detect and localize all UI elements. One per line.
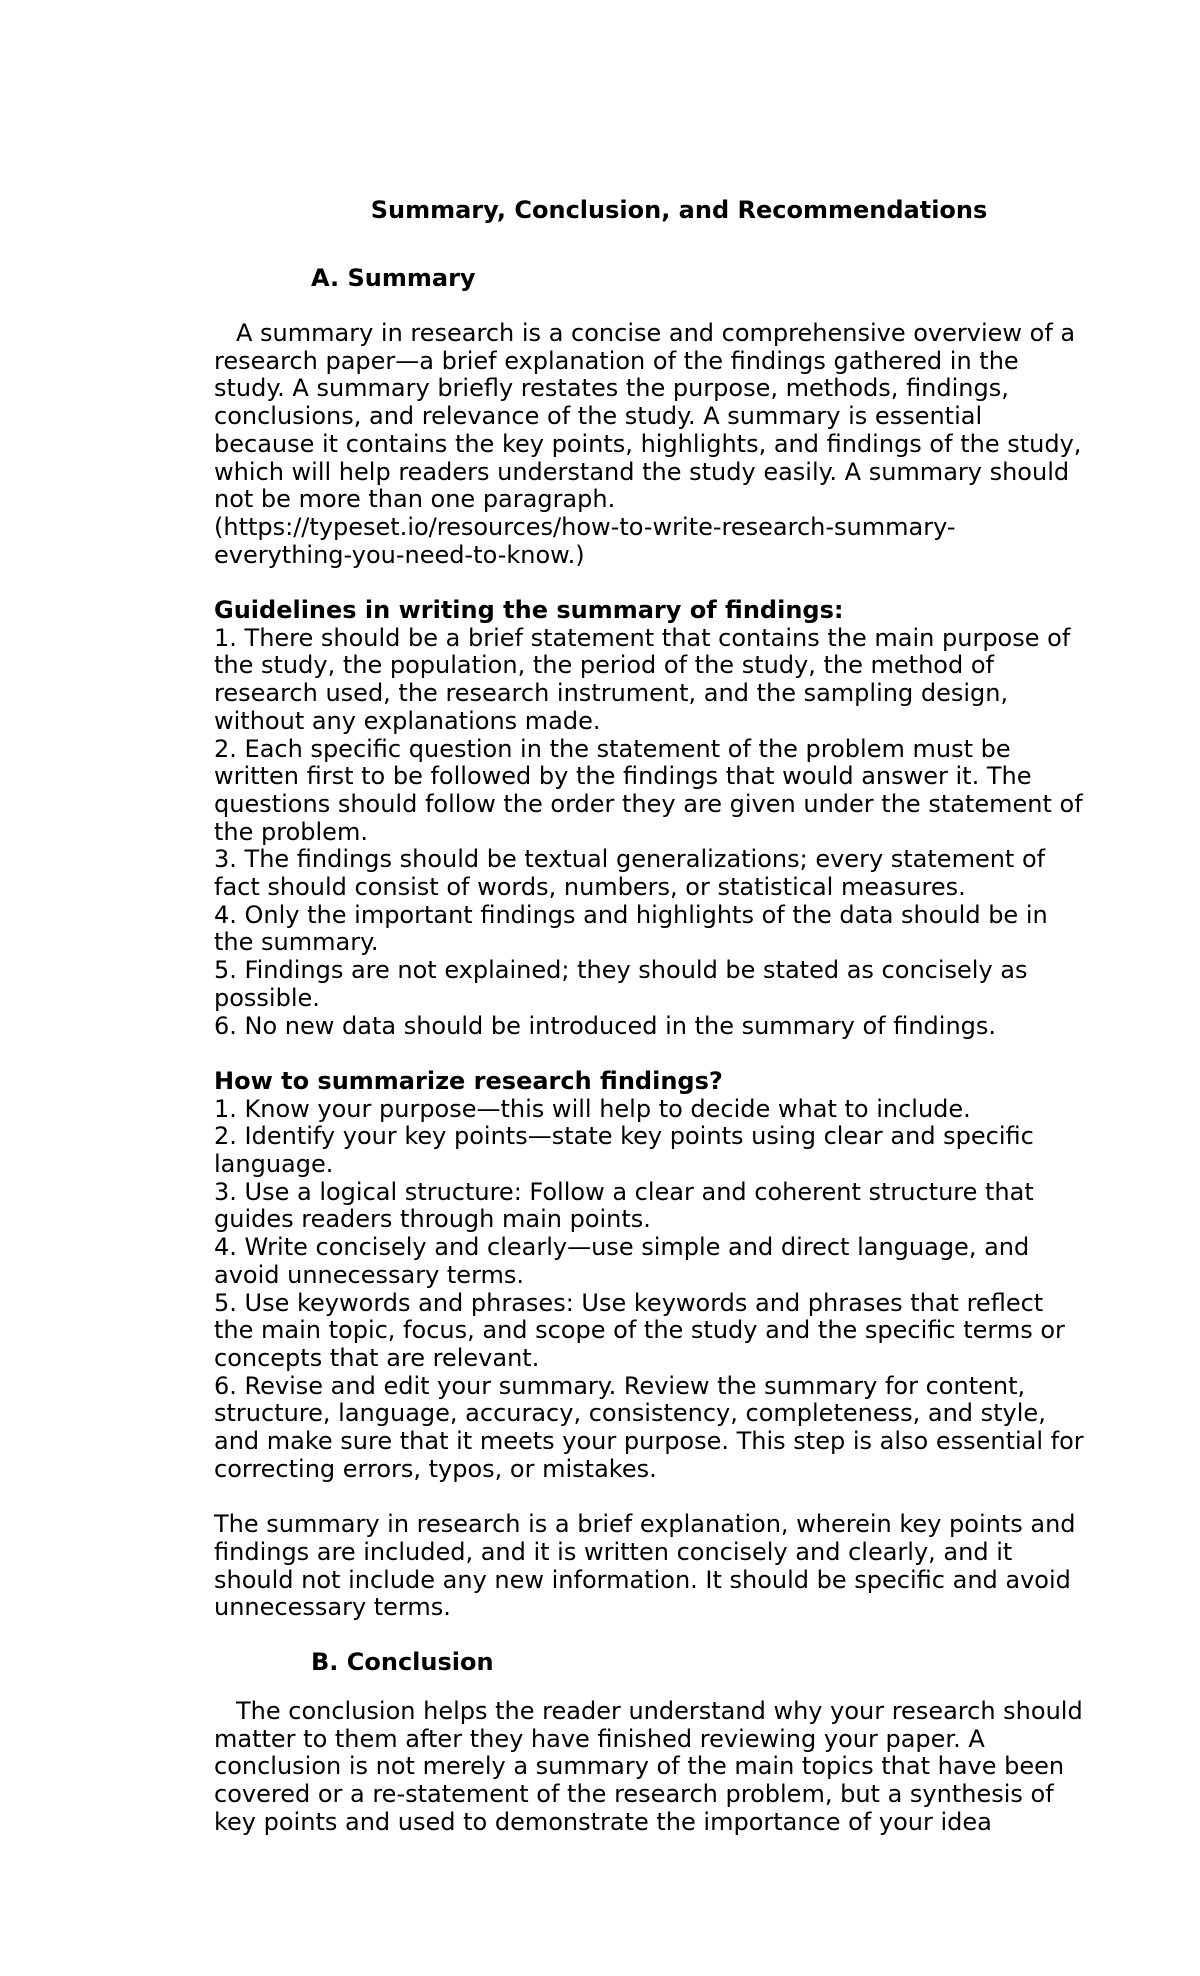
guidelines-heading: Guidelines in writing the summary of findings: bbox=[214, 596, 844, 625]
section-heading-summary: A. Summary bbox=[311, 264, 476, 292]
howto-item: 6. Revise and edit your summary. Review the summary for content, structure, language, accuracy, consistency, completeness, and style, and make sure that it meets your purpose. This step is also essential for correcting errors, typos, or mistakes. bbox=[214, 1371, 1084, 1483]
guideline-item: 5. Findings are not explained; they should be stated as concisely as possible. bbox=[214, 956, 1028, 1012]
guideline-item: 4. Only the important findings and highlights of the data should be in the summary. bbox=[214, 900, 1048, 957]
guideline-item: 6. No new data should be introduced in the summary of findings. bbox=[214, 1011, 997, 1040]
guideline-item: 3. The findings should be textual generalizations; every statement of fact should consist of words, numbers, or statistical measures. bbox=[214, 845, 1046, 902]
summary-closing-paragraph: The summary in research is a brief explanation, wherein key points and findings are included, and it is written concisely and clearly, and it should not include any new information. It should be specific and avoid unnecessary terms. bbox=[214, 1510, 1076, 1622]
summary-source-citation: (https://typeset.io/resources/how-to-write-research-summary-everything-you-need-to-know.) bbox=[214, 512, 956, 569]
summary-intro-block bbox=[214, 320, 1084, 569]
howto-item: 3. Use a logical structure: Follow a clear and coherent structure that guides readers through main points. bbox=[214, 1177, 1034, 1234]
howto-item: 4. Write concisely and clearly—use simple and direct language, and avoid unnecessary terms. bbox=[214, 1233, 1030, 1289]
section-heading-conclusion: B. Conclusion bbox=[311, 1648, 494, 1676]
howto-item: 5. Use keywords and phrases: Use keywords and phrases that reflect the main topic, focus, and scope of the study and the specific terms or concepts that are relevant. bbox=[214, 1288, 1065, 1372]
guidelines-block bbox=[214, 597, 1084, 1040]
document-page bbox=[214, 196, 1084, 1837]
howto-heading: How to summarize research findings? bbox=[214, 1066, 723, 1095]
howto-item: 1. Know your purpose—this will help to decide what to include. bbox=[214, 1094, 971, 1123]
conclusion-intro-paragraph: The conclusion helps the reader understand why your research should matter to them after they have finished reviewing your paper. A conclusion is not merely a summary of the main topics that have been covered or a re-statement of the research problem, but a synthesis of key points and used to demonstrate the importance of your idea bbox=[214, 1697, 1083, 1836]
guideline-item: 1. There should be a brief statement that contains the main purpose of the study, the population, the period of the study, the method of research used, the research instrument, and the sampling design, without any explanations made. bbox=[214, 623, 1071, 735]
howto-item: 2. Identify your key points—state key points using clear and specific language. bbox=[214, 1122, 1034, 1179]
howto-block bbox=[214, 1068, 1084, 1484]
guideline-item: 2. Each specific question in the statement of the problem must be written first to be followed by the findings that would answer it. The questions should follow the order they are given under the statement of the problem. bbox=[214, 734, 1083, 846]
summary-intro-paragraph: A summary in research is a concise and comprehensive overview of a research paper—a brief explanation of the findings gathered in the study. A summary briefly restates the purpose, methods, findings, conclusions, and relevance of the study. A summary is essential because it contains the key points, highlights, and findings of the study, which will help readers understand the study easily. A summary should not be more than one paragraph. bbox=[214, 319, 1082, 514]
document-title: Summary, Conclusion, and Recommendations bbox=[370, 196, 988, 224]
